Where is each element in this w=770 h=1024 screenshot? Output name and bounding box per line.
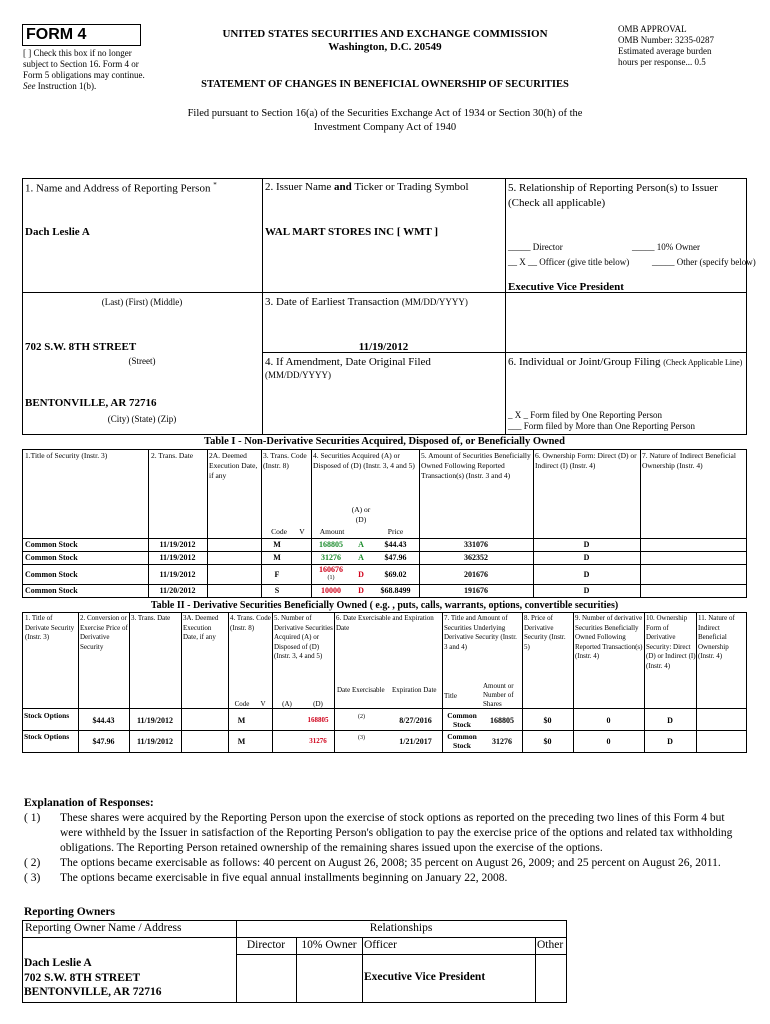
t2-r2-und-title: Common Stock xyxy=(447,732,477,750)
issuer-name: WAL MART STORES INC [ WMT ] xyxy=(265,226,439,238)
earliest-transaction-date: 11/19/2012 xyxy=(358,341,409,353)
t1-r2-code: M xyxy=(273,553,281,562)
t1-r4-amount: 10000 xyxy=(321,586,341,595)
t2-sub-exercisable: Date Exercisable xyxy=(337,686,385,694)
section2-and: and xyxy=(334,181,352,193)
t1-r3-amount: 160676 xyxy=(319,565,343,574)
t1-r3-owned: 201676 xyxy=(464,570,488,579)
t1-r3-price: $69.02 xyxy=(384,570,407,579)
street-label: (Street) xyxy=(128,356,156,366)
t1-r4-title: Common Stock xyxy=(25,586,78,595)
section3-format: (MM/DD/YYYY) xyxy=(401,297,468,307)
explanation-item-1 xyxy=(24,811,746,856)
t2-r1-owned: 0 xyxy=(606,716,611,725)
other-option: _____ Other (specify below) xyxy=(652,257,756,267)
omb-block xyxy=(618,24,758,68)
omb-hours: hours per response... 0.5 xyxy=(618,57,706,67)
explanation-num-2: ( 2) xyxy=(24,857,41,869)
t1-r1-date: 11/19/2012 xyxy=(159,540,196,549)
one-person-filing: _ X _ Form filed by One Reporting Person xyxy=(508,410,662,420)
t1-sub-price: Price xyxy=(387,527,404,536)
t1-r3-date: 11/19/2012 xyxy=(159,570,196,579)
t2-r2-d: 31276 xyxy=(309,737,327,745)
owners-col-name: Reporting Owner Name / Address xyxy=(25,922,182,934)
owners-col-other: Other xyxy=(537,939,564,951)
statement-title: STATEMENT OF CHANGES IN BENEFICIAL OWNERSHIP OF SECURITIES xyxy=(201,79,569,90)
t1-r2-form: D xyxy=(583,553,590,562)
t2-r2-owned: 0 xyxy=(606,737,611,746)
t2-sub-code: Code xyxy=(234,700,250,708)
t2-sub-a: (A) xyxy=(282,700,292,708)
section1-label xyxy=(25,181,217,195)
explanation-num-1: ( 1) xyxy=(24,812,41,824)
checkbox-note xyxy=(23,48,153,92)
t2-r2-exercisable: (3) xyxy=(358,735,365,741)
t1-header-code: 3. Trans. Code (Instr. 8) xyxy=(263,451,307,470)
t2-r1-und-title: Common Stock xyxy=(447,711,477,729)
filed-line-2: Investment Company Act of 1940 xyxy=(313,122,457,133)
t2-header-number: 5. Number of Derivative Securities Acquired (A) or Disposed of (D) (Instr. 3, 4 and 5) xyxy=(274,614,333,660)
t1-r4-form: D xyxy=(583,586,590,595)
section3-label xyxy=(265,296,468,308)
t1-r1-title: Common Stock xyxy=(25,540,78,549)
reporting-person-name: Dach Leslie A xyxy=(25,226,90,238)
t1-header-nature: 7. Nature of Indirect Beneficial Ownership (Instr. 4) xyxy=(642,451,736,470)
t2-header-price: 2. Conversion or Exercise Price of Derivative Security xyxy=(80,614,128,651)
t1-sub-ad: (A) or (D) xyxy=(351,505,371,524)
t1-r1-ad: A xyxy=(358,540,364,549)
city-address: BENTONVILLE, AR 72716 xyxy=(25,397,157,409)
t1-r4-code: S xyxy=(274,586,280,595)
t1-r2-title: Common Stock xyxy=(25,553,78,562)
t1-sub-v: V xyxy=(299,527,305,536)
t2-header-title: 1. Title of Derivate Security (Instr. 3) xyxy=(25,614,75,641)
owner-officer-title: Executive Vice President xyxy=(364,971,486,983)
agency-location: Washington, D.C. 20549 xyxy=(328,41,442,53)
instruction-ref: Instruction 1(b). xyxy=(37,81,97,91)
t1-header-form: 6. Ownership Form: Direct (D) or Indirect (I) (Instr. 4) xyxy=(535,451,637,470)
t2-sub-d: (D) xyxy=(313,700,323,708)
t2-r1-expiration: 8/27/2016 xyxy=(399,716,432,725)
t2-r2-deriv-price: $0 xyxy=(543,737,552,746)
t1-r1-code: M xyxy=(273,540,281,549)
t1-r2-date: 11/19/2012 xyxy=(159,553,196,562)
explanation-num-3: ( 3) xyxy=(24,872,41,884)
section2-label-a: 2. Issuer Name xyxy=(265,181,332,193)
t2-header-underlying: 7. Title and Amount of Securities Underlying Derivative Security (Instr. 3 and 4) xyxy=(444,614,517,651)
t2-sub-v: V xyxy=(260,700,266,708)
t1-sub-amount: Amount xyxy=(319,527,345,536)
t1-r2-owned: 362352 xyxy=(464,553,488,562)
t2-header-owned: 9. Number of derivative Securities Beneficially Owned Following Reported Transaction(s) (Instr. 4) xyxy=(575,614,643,660)
t1-header-date: 2. Trans. Date xyxy=(151,451,194,460)
filed-line-1: Filed pursuant to Section 16(a) of the Securities Exchange Act of 1934 or Section 30(h) of the xyxy=(187,108,583,119)
t1-r4-owned: 191676 xyxy=(464,586,488,595)
t2-header-form: 10. Ownership Form of Derivative Security: Direct (D) or Indirect (I) (Instr. 4) xyxy=(646,614,696,670)
owner-street: 702 S.W. 8TH STREET xyxy=(24,971,141,984)
t2-r2-date: 11/19/2012 xyxy=(136,737,173,746)
omb-title: OMB APPROVAL xyxy=(618,24,687,34)
omb-number: OMB Number: 3235-0287 xyxy=(618,35,714,45)
t2-r1-title: Stock Options xyxy=(24,711,70,720)
t2-r2-expiration: 1/21/2017 xyxy=(399,737,432,746)
t2-header-deemed: 3A. Deemed Execution Date, if any xyxy=(183,614,219,641)
t1-header-acquired: 4. Securities Acquired (A) or Disposed of (D) (Instr. 3, 4 and 5) xyxy=(313,451,415,470)
t2-sub-amount: Amount or Number of Shares xyxy=(483,682,514,708)
owners-title: Reporting Owners xyxy=(24,906,116,918)
table1-title: Table I - Non-Derivative Securities Acquired, Disposed of, or Beneficially Owned xyxy=(204,436,565,447)
t1-r2-amount: 31276 xyxy=(321,553,341,562)
form-title: FORM 4 xyxy=(22,24,141,46)
t1-r3-ad: D xyxy=(358,570,364,579)
footnote-mark: * xyxy=(213,181,217,189)
owner-name: Dach Leslie A xyxy=(24,957,92,969)
t1-r3-note: (1) xyxy=(327,575,335,581)
explanation-text-3: The options became exercisable in five equal annual installments beginning on January 22, 2008. xyxy=(60,872,508,884)
owner-address-block xyxy=(24,956,162,1000)
t1-r3-form: D xyxy=(583,570,590,579)
owner-city: BENTONVILLE, AR 72716 xyxy=(24,986,162,998)
t2-r2-price: $47.96 xyxy=(92,737,115,746)
officer-title: Executive Vice President xyxy=(508,281,624,293)
checkbox-note-text: [ ] Check this box if no longer subject to Section 16. Form 4 or Form 5 obligations may continue. xyxy=(23,48,145,80)
explanation-text-2: The options became exercisable as follows: 40 percent on August 26, 2008; 35 percent on August 26, 2009; and 25 percent on August 26, 2011. xyxy=(60,857,721,869)
t2-r2-title: Stock Options xyxy=(24,732,70,741)
street-address: 702 S.W. 8TH STREET xyxy=(25,341,137,353)
section3-label-text: 3. Date of Earliest Transaction xyxy=(265,296,400,308)
section2-label-b: Ticker or Trading Symbol xyxy=(354,181,469,193)
owners-col-ten-pct: 10% Owner xyxy=(301,939,357,951)
director-option: _____ Director xyxy=(508,242,563,252)
t1-header-owned: 5. Amount of Securities Beneficially Owned Following Reported Transaction(s) (Instr. 3 and 4) xyxy=(421,451,531,480)
t1-header-deemed: 2A. Deemed Execution Date, if any xyxy=(209,451,258,480)
t2-sub-expiration: Expiration Date xyxy=(392,686,437,694)
section5-sub: (Check all applicable) xyxy=(508,197,606,209)
officer-option: __ X __ Officer (give title below) xyxy=(508,257,630,267)
t1-r2-ad: A xyxy=(358,553,364,562)
t1-header-title: 1.Title of Security (Instr. 3) xyxy=(25,451,108,460)
t2-header-nature: 11. Nature of Indirect Beneficial Ownership (Instr. 4) xyxy=(698,614,735,660)
t2-header-dates: 6. Date Exercisable and Expiration Date xyxy=(336,614,434,632)
explanation-list xyxy=(24,811,746,886)
t1-r1-price: $44.43 xyxy=(384,540,407,549)
t1-r4-ad: D xyxy=(358,586,364,595)
section6-label xyxy=(508,356,746,369)
t2-r1-und-amount: 168805 xyxy=(490,716,514,725)
explanation-title: Explanation of Responses: xyxy=(24,797,154,809)
owners-col-officer: Officer xyxy=(364,939,397,951)
section4-label: 4. If Amendment, Date Original Filed xyxy=(265,356,431,368)
t2-r1-form: D xyxy=(667,716,673,725)
section6-label-text: 6. Individual or Joint/Group Filing xyxy=(508,356,661,368)
omb-burden: Estimated average burden xyxy=(618,46,712,56)
city-label: (City) (State) (Zip) xyxy=(107,414,177,424)
t2-header-deriv-price: 8. Price of Derivative Security (Instr. 5) xyxy=(524,614,566,651)
section6-check: (Check Applicable Line) xyxy=(663,358,743,367)
t2-r1-exercisable: (2) xyxy=(358,714,365,720)
section5-label xyxy=(508,181,748,211)
t2-r2-code: M xyxy=(237,737,246,746)
t2-r1-code: M xyxy=(237,716,246,725)
t2-header-date: 3. Trans. Date xyxy=(131,614,171,622)
t2-r1-date: 11/19/2012 xyxy=(136,716,173,725)
explanation-item-3 xyxy=(24,871,746,886)
t1-r1-amount: 168805 xyxy=(319,540,343,549)
table2-title: Table II - Derivative Securities Beneficially Owned ( e.g. , puts, calls, warrants, options, convertible securities) xyxy=(150,600,619,611)
t2-r1-price: $44.43 xyxy=(92,716,115,725)
t2-r1-d: 168805 xyxy=(307,716,329,724)
t1-r1-form: D xyxy=(583,540,590,549)
section1-label-text: 1. Name and Address of Reporting Person xyxy=(25,182,211,195)
t1-r3-title: Common Stock xyxy=(25,570,78,579)
section4-format: (MM/DD/YYYY) xyxy=(265,370,331,380)
name-fields-label: (Last) (First) (Middle) xyxy=(101,297,183,307)
t1-sub-code: Code xyxy=(271,527,287,536)
section5-label-text: 5. Relationship of Reporting Person(s) to Issuer xyxy=(508,182,718,194)
explanation-text-1: These shares were acquired by the Reporting Person upon the exercise of stock options as reported on the preceding two lines of this Form 4 but were withheld by the Issuer in satisfaction of the Reporting Person's obligation to pay the exercise price of the options and related tax withholding obligations. The Reporting Person retained ownership of the remaining shares issued upon the exercise of the options. xyxy=(60,812,733,854)
t1-r1-owned: 331076 xyxy=(464,540,488,549)
t1-r2-price: $47.96 xyxy=(384,553,407,562)
ten-pct-option: _____ 10% Owner xyxy=(632,242,700,252)
t2-r2-form: D xyxy=(667,737,673,746)
see-word: See xyxy=(23,81,36,91)
owners-col-rel: Relationships xyxy=(369,922,433,934)
t2-sub-title: Title xyxy=(444,692,457,700)
t1-r3-code: F xyxy=(274,570,280,579)
t2-r2-und-amount: 31276 xyxy=(492,737,512,746)
owners-col-director: Director xyxy=(246,939,286,951)
agency-name: UNITED STATES SECURITIES AND EXCHANGE COMMISSION xyxy=(222,28,548,40)
t1-r4-date: 11/20/2012 xyxy=(159,586,196,595)
t2-header-code: 4. Trans. Code (Instr. 8) xyxy=(230,614,271,632)
t2-r1-deriv-price: $0 xyxy=(543,716,552,725)
section2-label xyxy=(265,181,469,193)
explanation-item-2 xyxy=(24,856,746,871)
t1-r4-price: $68.8499 xyxy=(380,586,411,595)
more-person-filing: ___ Form filed by More than One Reporting Person xyxy=(508,421,695,431)
